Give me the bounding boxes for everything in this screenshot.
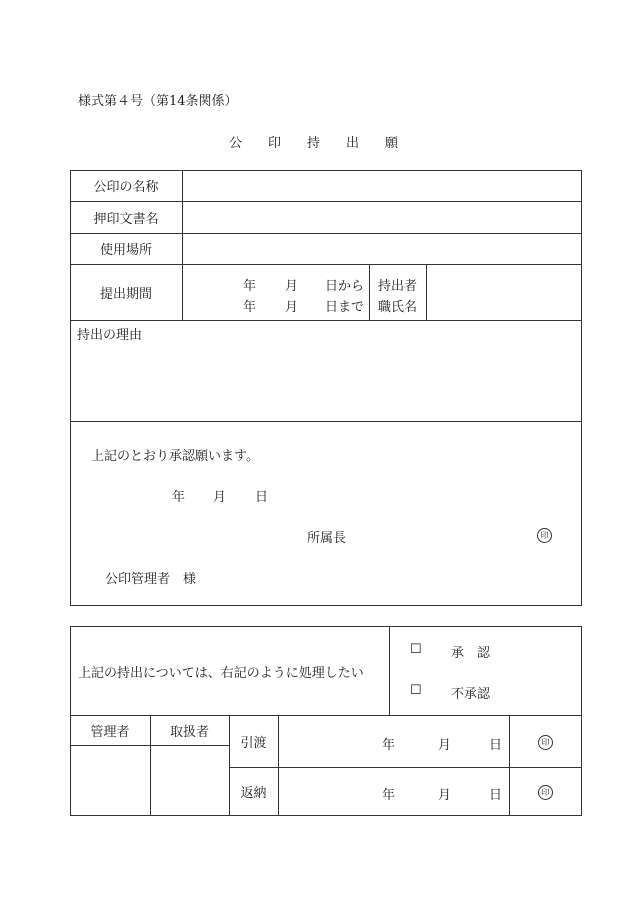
seal-name-field[interactable] [183,171,581,201]
period-label: 提出期間 [99,286,152,302]
approve-label: 承 認 [451,646,491,661]
approval-statement: 上記の持出については、右記のように処理したい [78,666,364,681]
request-year: 年 [172,490,186,505]
document-name-label: 押印文書名 [93,211,159,227]
reject-checkbox[interactable]: ☐ [410,683,422,698]
use-place-field[interactable] [183,234,581,264]
return-month: 月 [438,788,452,803]
page-title: 公 印 持 出 願 [229,136,399,151]
column-divider [369,264,370,320]
period-from-day: 日から [325,279,365,294]
period-to-year: 年 [243,300,257,315]
handover-day: 日 [489,738,503,753]
return-label: 返納 [240,786,267,801]
handler-header: 取扱者 [169,724,209,740]
request-month: 月 [213,490,227,505]
handler-seal-field[interactable] [151,746,229,815]
carrier-label-line1: 持出者 [378,279,418,294]
reason-field[interactable] [71,342,581,421]
period-from-month: 月 [285,279,299,294]
request-day: 日 [255,490,269,505]
seal-name-label: 公印の名称 [93,180,159,195]
handover-label: 引渡 [240,735,267,751]
document-name-field[interactable] [183,202,581,233]
head-of-section-label: 所属長 [307,531,347,546]
row-divider [70,421,582,422]
column-divider [278,715,279,816]
form-number: 様式第４号（第14条関係） [78,94,238,109]
approve-checkbox[interactable]: ☐ [410,642,422,657]
carrier-label-line2: 職氏名 [378,300,418,315]
return-day: 日 [489,788,503,803]
handover-year: 年 [382,738,396,753]
column-divider [389,626,390,715]
reason-label: 持出の理由 [77,328,143,343]
period-to-day: 日まで [325,300,365,315]
return-year: 年 [382,788,396,803]
period-to-month: 月 [285,300,299,315]
return-seal-icon: 印 [538,785,553,800]
row-divider [70,320,582,321]
carrier-name-field[interactable] [427,265,581,320]
request-statement: 上記のとおり承認願います。 [91,449,259,464]
manager-seal-field[interactable] [71,746,150,815]
handover-seal-icon: 印 [538,735,553,750]
manager-header: 管理者 [90,724,130,740]
reject-label: 不承認 [451,687,491,702]
seal-mark-icon: 印 [537,528,552,543]
row-divider [229,767,582,768]
addressee: 公印管理者 様 [105,572,197,587]
column-divider [509,715,510,816]
use-place-label: 使用場所 [99,243,152,258]
handover-month: 月 [438,738,452,753]
period-from-year: 年 [243,279,257,294]
